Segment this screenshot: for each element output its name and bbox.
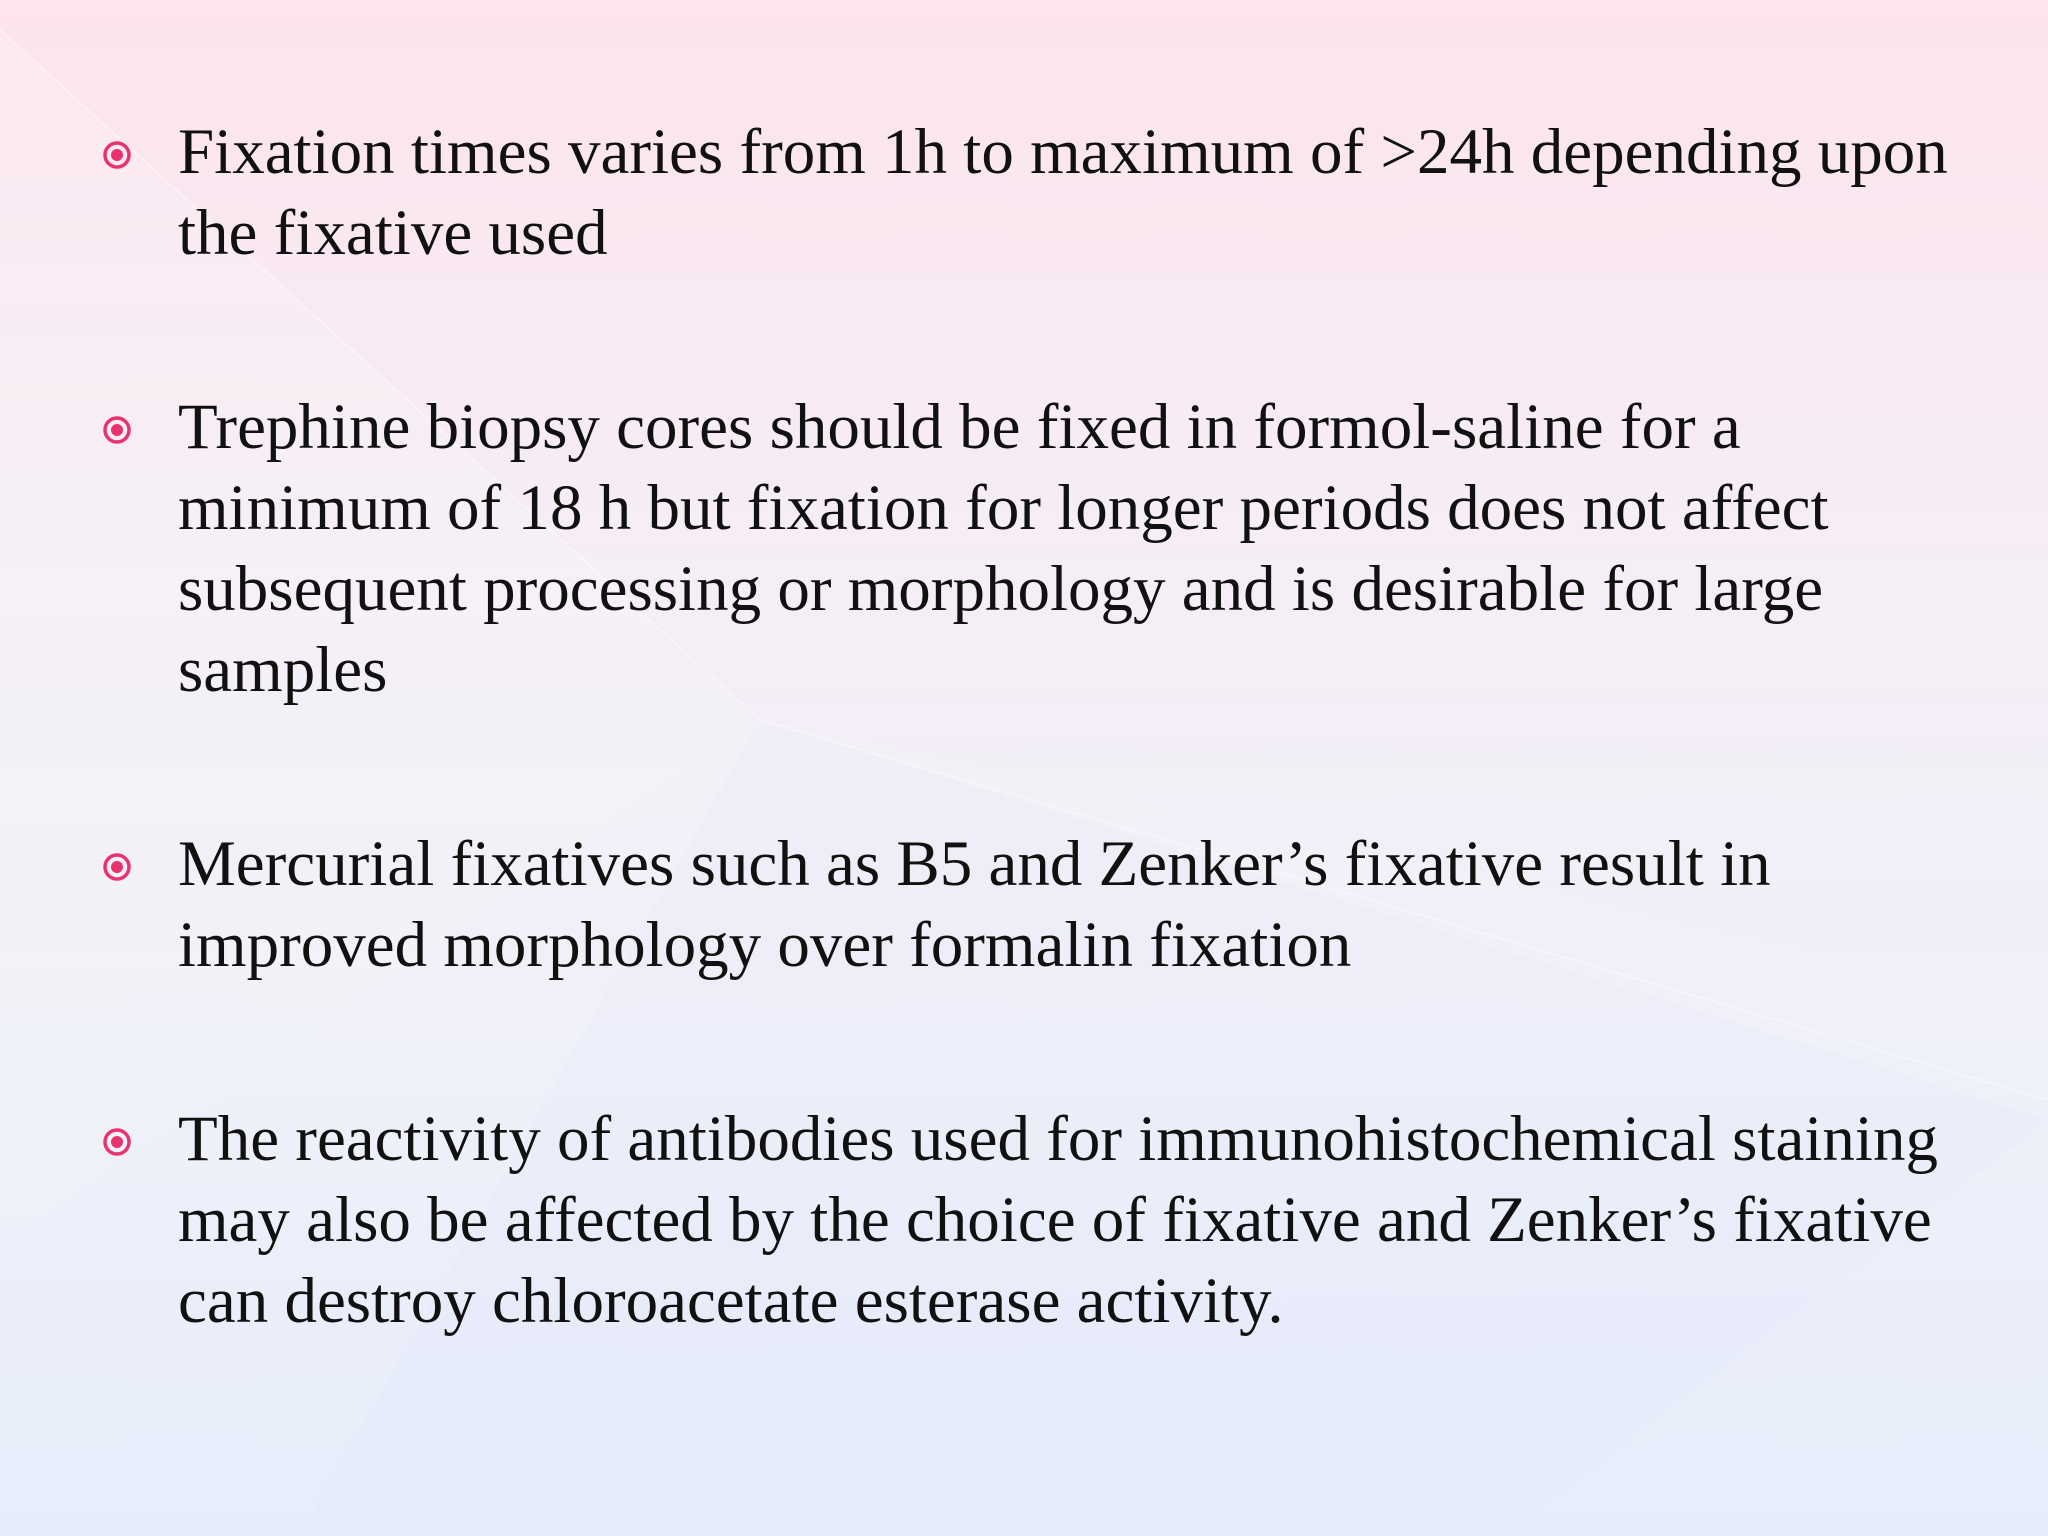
bullet-item xyxy=(96,112,1976,274)
circled-dot-icon xyxy=(102,1127,132,1157)
bullet-text: Trephine biopsy cores should be fixed in formol-saline for a minimum of 18 h but fixation for longer periods does not affect subsequent processing or morphology and is desirable for large samples xyxy=(178,391,1829,706)
bullet-item xyxy=(96,387,1976,711)
circled-dot-icon xyxy=(102,140,132,170)
bullet-text: Mercurial fixatives such as B5 and Zenker’s fixative result in improved morphology over formalin fixation xyxy=(178,828,1771,981)
bullet-text: Fixation times varies from 1h to maximum of >24h depending upon the fixative used xyxy=(178,116,1948,269)
bullet-item xyxy=(96,1099,1976,1342)
bullet-item xyxy=(96,824,1976,986)
circled-dot-icon xyxy=(102,852,132,882)
bullet-text: The reactivity of antibodies used for immunohistochemical staining may also be affected by the choice of fixative and Zenker’s fixative can destroy chloroacetate esterase activity. xyxy=(178,1103,1938,1337)
circled-dot-icon xyxy=(102,415,132,445)
bullet-list xyxy=(96,112,1976,1342)
